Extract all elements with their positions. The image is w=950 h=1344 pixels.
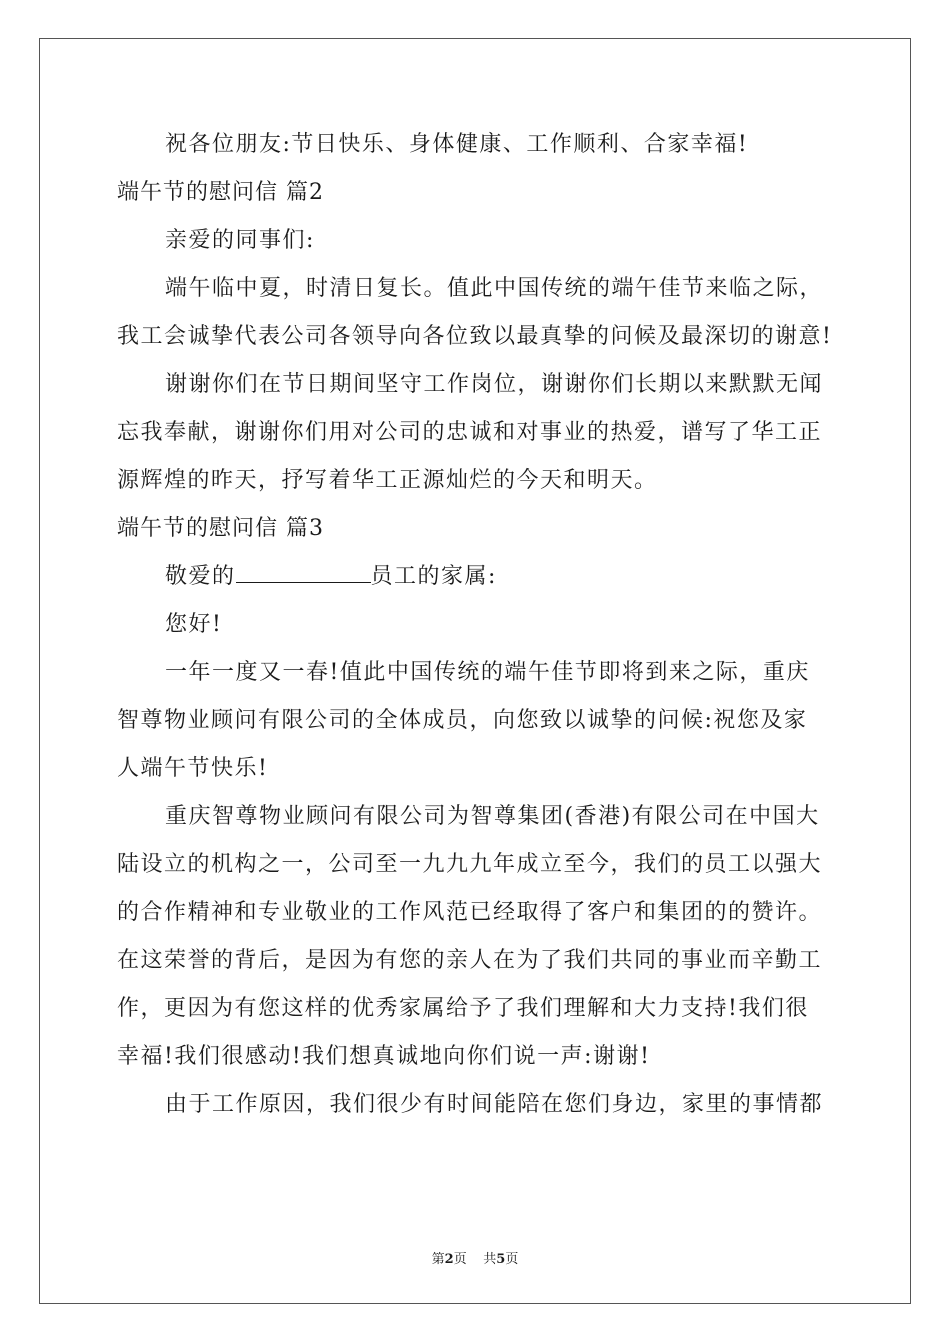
section-heading-3: 端午节的慰问信 篇3 <box>117 516 324 541</box>
total-indicator <box>483 1252 518 1267</box>
paragraph-line: 智尊物业顾问有限公司的全体成员，向您致以诚挚的问候:祝您及家 <box>117 708 808 733</box>
fill-in-blank <box>236 560 371 583</box>
page-prefix: 第 <box>431 1252 445 1267</box>
paragraph-line: 忘我奉献，谢谢你们用对公司的忠诚和对事业的热爱，谱写了华工正 <box>117 420 823 445</box>
salutation-prefix: 敬爱的 <box>165 564 236 589</box>
paragraph-line: 幸福!我们很感动!我们想真诚地向你们说一声:谢谢! <box>117 1044 651 1069</box>
greeting: 您好! <box>165 612 223 637</box>
total-pages: 5 <box>496 1252 506 1267</box>
paragraph-line: 谢谢你们在节日期间坚守工作岗位，谢谢你们长期以来默默无闻 <box>165 372 824 397</box>
paragraph-line: 作，更因为有您这样的优秀家属给予了我们理解和大力支持!我们很 <box>117 996 809 1021</box>
closing-wishes: 祝各位朋友:节日快乐、身体健康、工作顺利、合家幸福! <box>165 132 749 157</box>
paragraph-line: 重庆智尊物业顾问有限公司为智尊集团(香港)有限公司在中国大 <box>165 804 820 829</box>
paragraph-line: 一年一度又一春!值此中国传统的端午佳节即将到来之际，重庆 <box>165 660 810 685</box>
paragraph-line: 由于工作原因，我们很少有时间能陪在您们身边，家里的事情都 <box>165 1092 824 1117</box>
document-body <box>117 128 837 1122</box>
total-suffix: 页 <box>505 1252 519 1267</box>
page-indicator <box>432 1252 467 1267</box>
paragraph-line: 端午临中夏，时清日复长。值此中国传统的端午佳节来临之际， <box>165 276 824 301</box>
paragraph-line: 我工会诚挚代表公司各领导向各位致以最真挚的问候及最深切的谢意! <box>117 324 833 349</box>
page-footer <box>0 1248 950 1267</box>
salutation-suffix: 员工的家属: <box>370 564 497 589</box>
paragraph-line: 陆设立的机构之一，公司至一九九九年成立至今，我们的员工以强大 <box>117 852 823 877</box>
page-suffix: 页 <box>453 1252 467 1267</box>
paragraph-line: 人端午节快乐! <box>117 756 269 781</box>
salutation-colleagues: 亲爱的同事们: <box>165 228 315 253</box>
salutation-families <box>117 560 837 594</box>
page-number: 2 <box>444 1252 454 1267</box>
total-prefix: 共 <box>483 1252 497 1267</box>
paragraph-line: 在这荣誉的背后，是因为有您的亲人在为了我们共同的事业而辛勤工 <box>117 948 823 973</box>
section-heading-2: 端午节的慰问信 篇2 <box>117 180 324 205</box>
paragraph-line: 源辉煌的昨天，抒写着华工正源灿烂的今天和明天。 <box>117 468 658 493</box>
paragraph-line: 的合作精神和专业敬业的工作风范已经取得了客户和集团的的赞许。 <box>117 900 823 925</box>
